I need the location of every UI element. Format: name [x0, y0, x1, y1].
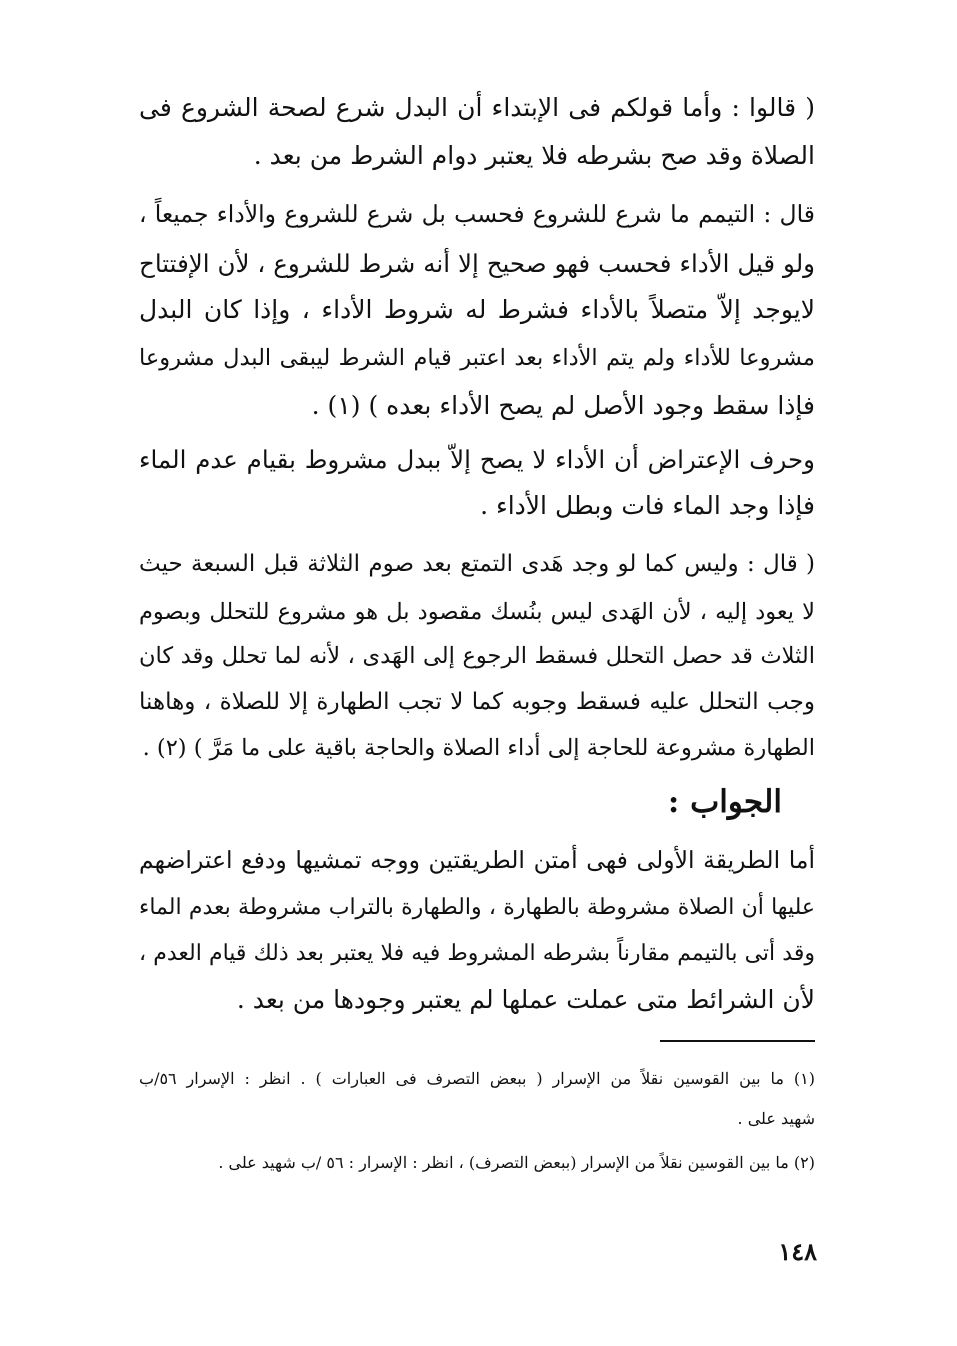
body-text-line: وجب التحلل عليه فسقط وجوبه كما لا تجب الطهارة إلا للصلاة ، وهاهنا	[139, 689, 815, 715]
body-text-line: وحرف الإعتراض أن الأداء لا يصح إلاّ ببدل مشروط بقيام عدم الماء	[139, 445, 815, 474]
body-text-line: مشروعا للأداء ولم يتم الأداء بعد اعتبر قيام الشرط ليبقى البدل مشروعا	[139, 345, 815, 371]
footnote-line: (٢) ما بين القوسين نقلاً من الإسرار (ببعض التصرف) ، انظر : الإسرار : ٥٦ /ب شهيد على .	[218, 1153, 815, 1172]
body-text-line: فإذا سقط وجود الأصل لم يصح الأداء بعده ) (١) .	[311, 391, 815, 420]
body-text-line: ( قال : وليس كما لو وجد هَدى التمتع بعد صوم الثلاثة قبل السبعة حيث	[139, 551, 815, 577]
body-text-line: لا يعود إليه ، لأن الهَدى ليس بنُسك مقصود بل هو مشروع للتحلل وبصوم	[139, 599, 815, 625]
section-heading: الجواب :	[667, 784, 782, 820]
body-text-line: أما الطريقة الأولى فهى أمتن الطريقتين ووجه تمشيها ودفع اعتراضهم	[139, 846, 815, 874]
page-number: ١٤٨	[778, 1237, 817, 1266]
body-text-line: الطهارة مشروعة للحاجة إلى أداء الصلاة والحاجة باقية على ما مَرَّ ) (٢) .	[142, 735, 815, 761]
body-text-line: عليها أن الصلاة مشروطة بالطهارة ، والطهارة بالتراب مشروطة بعدم الماء	[139, 895, 815, 920]
footnote-separator	[660, 1040, 815, 1042]
body-text-line: الصلاة وقد صح بشرطه فلا يعتبر دوام الشرط من بعد .	[253, 141, 815, 170]
body-text-line: الثلاث قد حصل التحلل فسقط الرجوع إلى الهَدى ، لأنه لما تحلل وقد كان	[139, 643, 815, 669]
body-text-line: وقد أتى بالتيمم مقارناً بشرطه المشروط فيه فلا يعتبر بعد ذلك قيام العدم ،	[139, 941, 815, 966]
body-text-line: ولو قيل الأداء فحسب فهو صحيح إلا أنه شرط للشروع ، لأن الإفتتاح	[139, 249, 815, 278]
body-text-line: لأن الشرائط متى عملت عملها لم يعتبر وجودها من بعد .	[236, 985, 815, 1014]
body-text-line: فإذا وجد الماء فات وبطل الأداء .	[480, 491, 815, 520]
body-text-line: ( قالوا : وأما قولكم فى الإبتداء أن البدل شرع لصحة الشروع فى	[139, 93, 815, 122]
footnote-line: شهيد على .	[737, 1109, 815, 1128]
body-text-line: لايوجد إلاّ متصلاً بالأداء فشرط له شروط الأداء ، وإذا كان البدل	[139, 295, 815, 324]
footnote-line: (١) ما بين القوسين نقلاً من الإسرار ( ببعض التصرف فى العبارات ) . انظر : الإسرار ٥٦/ب	[139, 1069, 815, 1088]
body-text-line: قال : التيمم ما شرع للشروع فحسب بل شرع للشروع والأداء جميعاً ،	[139, 200, 815, 228]
